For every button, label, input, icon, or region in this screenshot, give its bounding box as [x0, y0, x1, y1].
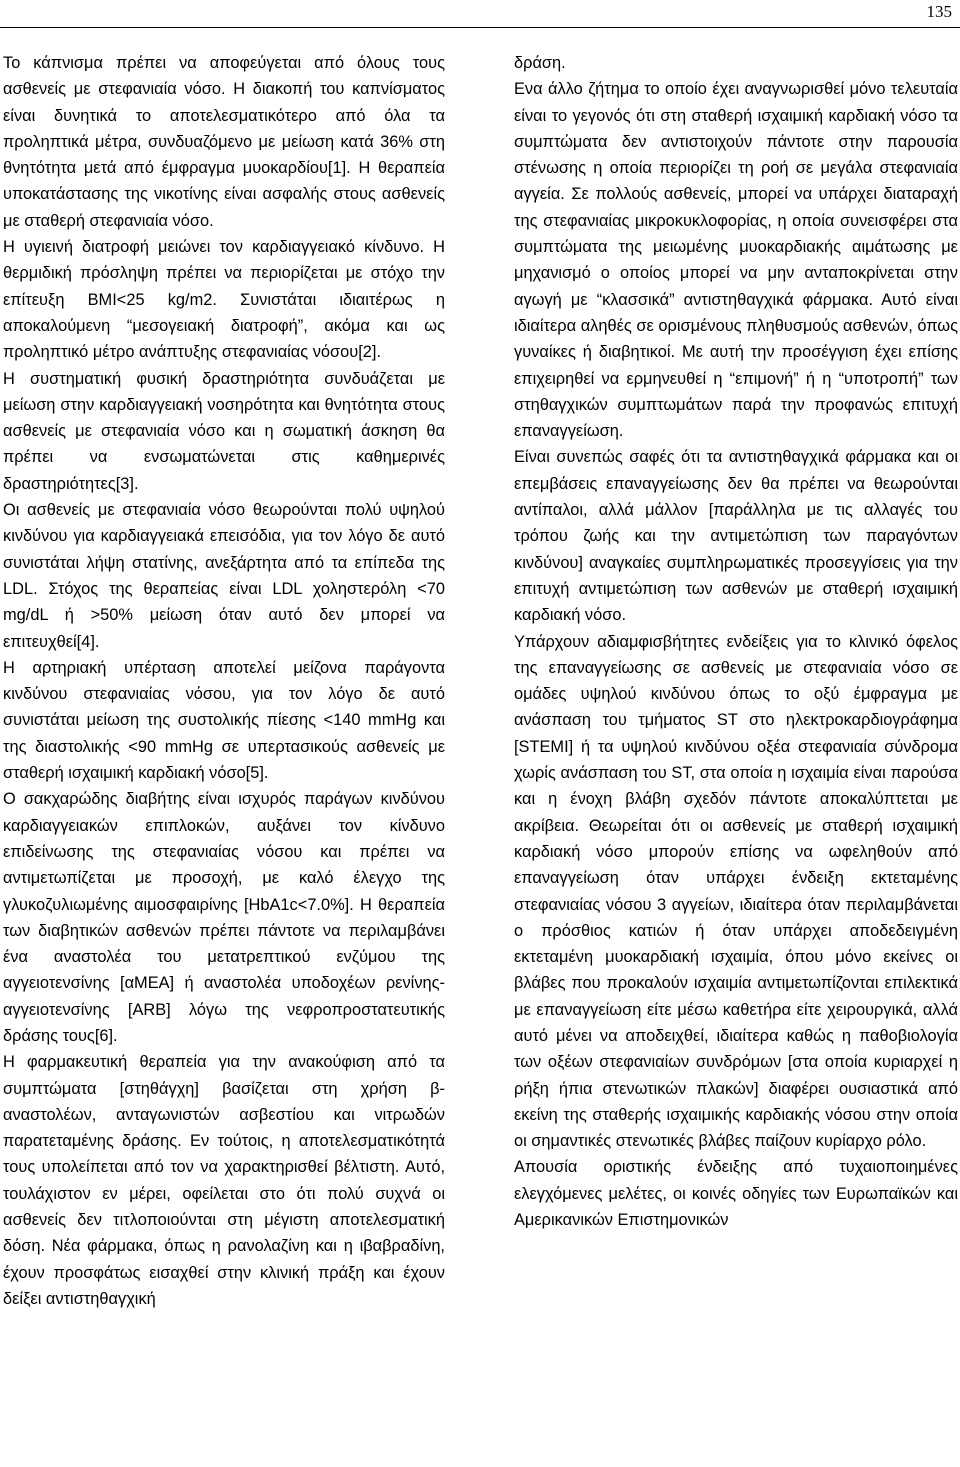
paragraph-physical-activity: Η συστηματική φυσική δραστηριότητα συνδυάζεται με μείωση στην καρδιαγγειακή νοσηρότητα και θνητότητα στους ασθενείς με στεφανιαία νόσο και η σωματική άσκηση θα πρέπει να ενσωματώνεται στις καθημερινές δραστηριότητες[3]. [3, 369, 445, 493]
paragraph-revascularization: Υπάρχουν αδιαμφισβήτητες ενδείξεις για το κλινικό όφελος της επαναγγείωσης σε ασθενείς με στεφανιαία νόσο σε ομάδες υψηλού κινδύνου όπως το οξύ έμφραγμα με ανάσπαση του τμήματος ST στο ηλεκτροκαρδιογράφημα [STEMI] ή τα υψηλού κινδύνου οξέα στεφανιαία σύνδρομα χωρίς ανάσπαση του ST, στα οποία η ισχαιμία είναι παρούσα και η ένοχη βλάβη σχεδόν πάντοτε αποκαλύπτεται με ακρίβεια. Θεωρείται ότι οι ασθενείς με σταθερή ισχαιμική καρδιακή νόσο μπορούν επίσης να ωφεληθούν από επαναγγείωση όταν υπάρχει ένδειξη εκτεταμένης στεφανιαίας νόσου 3 αγγείων, ιδιαίτερα όταν περιλαμβάνεται ο πρόσθιος κατιών ή όταν υπάρχει αποδεδειγμένη εκτεταμένη μυοκαρδιακή ισχαιμία, όπου μόνο εκείνες οι βλάβες που προκαλούν ισχαιμία αντιμετωπίζονται επιλεκτικά με επαναγγείωση είτε μέσω καθετήρα είτε χειρουργικά, αλλά αυτό μένει να αποδειχθεί, ιδιαίτερα καθώς η παθοβιολογία των οξέων στεφανιαίων συνδρόμων [στα οποία κυριαρχεί η ρήξη ήπια στενωτικών πλακών] διαφέρει ουσιαστικά από εκείνη της σταθερής ισχαιμικής καρδιακής νόσου στην οποία οι σημαντικές στενωτικές βλάβες παίζουν κυρίαρχο ρόλο. [514, 632, 958, 1151]
left-column [3, 50, 445, 1312]
paragraph-guidelines: Απουσία οριστικής ένδειξης από τυχαιοποιημένες ελεγχόμενες μελέτες, οι κοινές οδηγίες των Ευρωπαϊκών και Αμερικανικών Επιστημονικών [514, 1158, 958, 1230]
paragraph-complementary-approaches: Είναι συνεπώς σαφές ότι τα αντιστηθαγχικά φάρμακα και οι επεμβάσεις επαναγγείωσης δεν θα πρέπει να θεωρούνται αντίπαλοι, αλλά μάλλον [παράλληλα με τις αλλαγές του τρόπου ζωής και την αντιμετώπιση των παραγόντων κινδύνου] αναγκαίες συμπληρωματικές προσεγγίσεις για την επιτυχή αντιμετώπιση των ασθενών με σταθερή ισχαιμική καρδιακή νόσο. [514, 448, 958, 625]
paragraph-microcirculation: Ενα άλλο ζήτημα το οποίο έχει αναγνωρισθεί μόνο τελευταία είναι το γεγονός ότι στη σταθερή ισχαιμική καρδιακή νόσο τα συμπτώματα δεν αντιστοιχούν πάντοτε στην παρουσία στένωσης η οποία περιορίζει τη ροή σε μεγάλα στεφανιαία αγγεία. Σε πολλούς ασθενείς, μπορεί να υπάρχει διαταραχή της στεφανιαίας μικροκυκλοφορίας, η οποία συνεισφέρει στα συμπτώματα της μειωμένης μυοκαρδιακής αιμάτωσης με μηχανισμό ο οποίος μπορεί να μην ανταποκρίνεται στην αγωγή με “κλασσικά” αντιστηθαγχικά φάρμακα. Αυτό είναι ιδιαίτερα αληθές σε ορισμένους πληθυσμούς ασθενών, όπως γυναίκες ή διαβητικοί. Με αυτή την προσέγγιση έχει επίσης επιχειρηθεί να ερμηνευθεί η “επιμονή” ή η “υποτροπή” των στηθαγχικών συμπτωμάτων παρά την προφανώς επιτυχή επαναγγείωση. [514, 80, 958, 441]
header-divider [0, 27, 960, 28]
paragraph-continuation: δράση. [514, 54, 566, 72]
paragraph-hypertension: Η αρτηριακή υπέρταση αποτελεί μείζονα παράγοντα κινδύνου στεφανιαίας νόσου, για τον λόγο δε αυτό συνιστάται μείωση της συστολικής πίεσης <140 mmHg και της διαστολικής <90 mmHg σε υπερτασικούς ασθενείς με σταθερή ισχαιμική καρδιακή νόσο[5]. [3, 658, 445, 783]
right-column [514, 50, 958, 1233]
page-number: 135 [926, 2, 952, 21]
paragraph-pharmacotherapy: Η φαρμακευτική θεραπεία για την ανακούφιση από τα συμπτώματα [στηθάγχη] βασίζεται στη χρήση β-αναστολέων, ανταγωνιστών ασβεστίου και νιτρωδών παρατεταμένης δράσης. Εν τούτοις, η αποτελεσματικότητά τους υπολείπεται από τον να χαρακτηρισθεί βέλτιστη. Αυτό, τουλάχιστον εν μέρει, οφείλεται στο ότι πολύ συχνά οι ασθενείς δεν τιτλοποιούνται στη μέγιστη αποτελεσματική δόση. Νέα φάρμακα, όπως η ρανολαζίνη και η ιβαβραδίνη, έχουν προσφάτως εισαχθεί στην κλινική πράξη και έχουν δείξει αντιστηθαγχική [3, 1053, 445, 1308]
paragraph-statins: Οι ασθενείς με στεφανιαία νόσο θεωρούνται πολύ υψηλού κινδύνου για καρδιαγγειακά επεισόδια, για τον λόγο δε αυτό συνιστάται λήψη στατίνης, ανεξάρτητα από τα επίπεδα της LDL. Στόχος της θεραπείας είναι LDL χοληστερόλη <70 mg/dL ή >50% μείωση όταν αυτό δεν μπορεί να επιτευχθεί[4]. [3, 501, 445, 651]
paragraph-diabetes: Ο σακχαρώδης διαβήτης είναι ισχυρός παράγων κινδύνου καρδιαγγειακών επιπλοκών, αυξάνει τον κίνδυνο επιδείνωσης της στεφανιαίας νόσου και πρέπει να αντιμετωπίζεται με προσοχή, με καλό έλεγχο της γλυκοζυλιωμένης αιμοσφαιρίνης [HbA1c<7.0%]. Η θεραπεία των διαβητικών ασθενών πρέπει πάντοτε να περιλαμβάνει ένα αναστολέα του μετατρεπτικού ενζύμου της αγγειοτενσίνης [αΜΕΑ] ή αναστολέα υποδοχέων ρενίνης-αγγειοτενσίνης [ARB] λόγω της νεφροπροστατευτικής δράσης τους[6]. [3, 790, 445, 1045]
paragraph-diet: Η υγιεινή διατροφή μειώνει τον καρδιαγγειακό κίνδυνο. Η θερμιδική πρόσληψη πρέπει να περιορίζεται με στόχο την επίτευξη BMI<25 kg/m2. Συνιστάται ιδιαιτέρως η αποκαλούμενη “μεσογειακή διατροφή”, ακόμα και ως προληπτικό μέτρο ανάπτυξης στεφανιαίας νόσου[2]. [3, 238, 445, 362]
paragraph-smoking: Το κάπνισμα πρέπει να αποφεύγεται από όλους τους ασθενείς με στεφανιαία νόσο. Η διακοπή του καπνίσματος είναι δυνητικά το αποτελεσματικότερο από όλα τα προληπτικά μέτρα, συνδυαζόμενο με μείωση κατά 36% στη θνητότητα μετά από έμφραγμα μυοκαρδίου[1]. Η θεραπεία υποκατάστασης της νικοτίνης είναι ασφαλής στους ασθενείς με σταθερή στεφανιαία νόσο. [3, 54, 445, 230]
